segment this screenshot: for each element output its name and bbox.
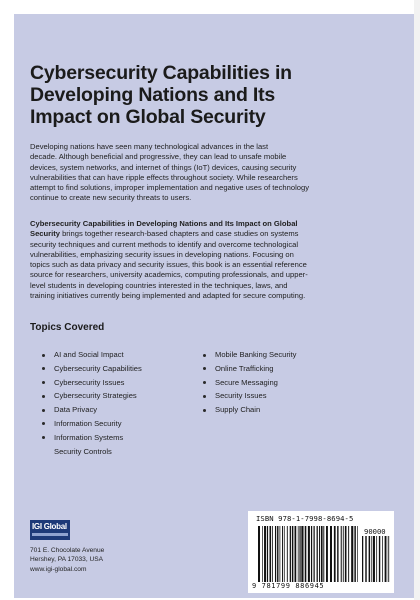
barcode-bar: [379, 536, 380, 582]
barcode-bar: [326, 526, 328, 582]
barcode-bar: [277, 526, 278, 582]
bullet-icon: [203, 367, 206, 370]
title-line-1: Cybersecurity Capabilities in: [30, 62, 292, 84]
paragraph-line: topics such as data privacy and security issues, this book is an essential reference: [30, 260, 307, 270]
book-title: [30, 62, 390, 128]
barcode-bar: [282, 526, 283, 582]
barcode-bar: [275, 526, 276, 582]
barcode-bar: [317, 526, 318, 582]
bullet-icon: [42, 354, 45, 357]
paragraph-line: [30, 229, 396, 239]
topic-item: [42, 431, 142, 445]
barcode-bar: [371, 536, 372, 582]
barcode-bar: [351, 526, 353, 582]
topic-label: Secure Messaging: [215, 377, 278, 387]
paragraph-line: attempt to find solutions, improper implementation and negative uses of technology: [30, 183, 310, 193]
paragraph-line-rest: brings together research-based chapters and case studies on systems: [59, 229, 299, 239]
barcode-bar: [337, 526, 338, 582]
barcode-bar: [388, 536, 389, 582]
barcode-bar: [354, 526, 355, 582]
barcode-addon-bars: [362, 536, 390, 582]
barcode-bar: [305, 526, 307, 582]
barcode-bar: [299, 526, 300, 582]
paragraph-line: devices, system networks, and internet of things (IoT) devices, causing security: [30, 162, 297, 172]
topic-label: Information Security: [54, 418, 122, 428]
bullet-icon: [203, 395, 206, 398]
topic-item: [203, 376, 296, 390]
barcode-bar: [369, 536, 370, 582]
barcode-bar: [385, 536, 387, 582]
topic-item: [42, 362, 142, 376]
barcode-bar: [323, 526, 324, 582]
barcode-bar: [348, 526, 349, 582]
barcode-bar: [319, 526, 320, 582]
topic-item-continuation: Security Controls: [54, 446, 112, 456]
topics-list-left: [42, 348, 142, 458]
publisher-logo-text: IGI Global: [32, 522, 67, 531]
paragraph-line: level students in developing countries interested in the techniques, laws, and: [30, 280, 288, 290]
barcode-bar: [357, 526, 358, 582]
barcode-bar: [280, 526, 281, 582]
address-line: Hershey, PA 17033, USA: [30, 556, 104, 564]
barcode-bar: [295, 526, 297, 582]
topic-label: Information Systems: [54, 432, 124, 442]
bullet-icon: [203, 381, 206, 384]
paragraph-bold-title-end: Security: [30, 229, 60, 239]
barcode-bar: [341, 526, 342, 582]
publisher-logo: [30, 520, 70, 540]
barcode-bar: [334, 526, 336, 582]
title-line-3: Impact on Global Security: [30, 106, 266, 128]
paragraph-line: training initiatives currently being implemented and adapted for secure computing.: [30, 291, 306, 301]
bullet-icon: [42, 367, 45, 370]
topic-label: Mobile Banking Security: [215, 350, 297, 359]
barcode-bar: [314, 526, 315, 582]
barcode-bar: [264, 526, 266, 582]
paragraph-line: security techniques and current methods to identify and overcome technological: [30, 239, 299, 249]
barcode-bar: [321, 526, 323, 582]
isbn-barcode: [248, 511, 394, 593]
topic-label: Cybersecurity Strategies: [54, 391, 137, 401]
barcode-bars: [258, 526, 358, 582]
topic-label: Cybersecurity Capabilities: [54, 363, 142, 373]
barcode-bar: [287, 526, 288, 582]
barcode-bar: [373, 536, 375, 582]
paragraph-line: source for researchers, university academics, computing professionals, and upper-: [30, 270, 308, 280]
barcode-bar: [365, 536, 366, 582]
bullet-icon: [203, 409, 206, 412]
topic-item: [42, 376, 142, 390]
topic-label: AI and Social Impact: [54, 350, 124, 359]
paragraph-line: decade. Although beneficial and progressive, they can lead to unsafe mobile: [30, 152, 287, 162]
topic-item: [42, 417, 142, 431]
isbn-label: ISBN 978-1-7998-8694-5: [256, 514, 354, 523]
barcode-bar: [262, 526, 263, 582]
barcode-bar: [267, 526, 268, 582]
title-line-2: Developing Nations and Its: [30, 84, 276, 106]
topic-label: Data Privacy: [54, 405, 98, 415]
bullet-icon: [42, 422, 45, 425]
topic-label: Cybersecurity Issues: [54, 377, 125, 387]
bullet-icon: [42, 381, 45, 384]
barcode-bar: [311, 526, 312, 582]
barcode-bar: [362, 536, 363, 582]
barcode-bar: [330, 526, 332, 582]
topic-label: Online Trafficking: [215, 363, 274, 373]
barcode-bar: [382, 536, 383, 582]
barcode-bar: [298, 526, 299, 582]
publisher-address: [30, 546, 104, 574]
barcode-bar: [345, 526, 347, 582]
bullet-icon: [203, 354, 206, 357]
page-edge: [414, 0, 420, 600]
topic-label: Security Issues: [215, 391, 267, 401]
description-paragraph-2: [30, 219, 396, 301]
publisher-website: www.igi-global.com: [30, 565, 87, 573]
topic-item: [42, 348, 142, 362]
paragraph-line: continue to create new security threats to users.: [30, 193, 192, 203]
topic-item: [42, 389, 142, 403]
barcode-bar: [290, 526, 291, 582]
bullet-icon: [42, 409, 45, 412]
publisher-logo-stripe: [32, 533, 68, 536]
barcode-bar: [292, 526, 293, 582]
paragraph-line: vulnerabilities that can have ripple effects throughout society. While researchers: [30, 172, 298, 182]
topics-list-right: [203, 348, 296, 417]
topic-item: [203, 362, 296, 376]
barcode-bar: [272, 526, 273, 582]
paragraph-line: Developing nations have seen many technological advances in the last: [30, 142, 269, 151]
barcode-bar: [301, 526, 303, 582]
topic-item: [203, 403, 296, 417]
description-paragraph-1: [30, 142, 396, 204]
barcode-bar: [343, 526, 344, 582]
barcode-bar: [270, 526, 272, 582]
topic-item: [203, 389, 296, 403]
bullet-icon: [42, 395, 45, 398]
barcode-bar: [376, 536, 377, 582]
barcode-bar: [308, 526, 310, 582]
price-code: 90000: [364, 527, 386, 536]
paragraph-line: vulnerabilities, emphasizing security issues in developing nations. Focusing on: [30, 249, 294, 259]
topic-label: Supply Chain: [215, 405, 261, 415]
address-line: 701 E. Chocolate Avenue: [30, 547, 105, 554]
bullet-icon: [42, 436, 45, 439]
topic-item: [42, 403, 142, 417]
paragraph-bold-title: Cybersecurity Capabilities in Developing Nations and Its Impact on Global: [30, 219, 298, 228]
topic-item: [203, 348, 296, 362]
barcode-bar: [284, 526, 285, 582]
barcode-bar: [258, 526, 260, 582]
topics-heading: Topics Covered: [30, 322, 105, 333]
barcode-digits: 9 781799 886945: [252, 582, 325, 590]
